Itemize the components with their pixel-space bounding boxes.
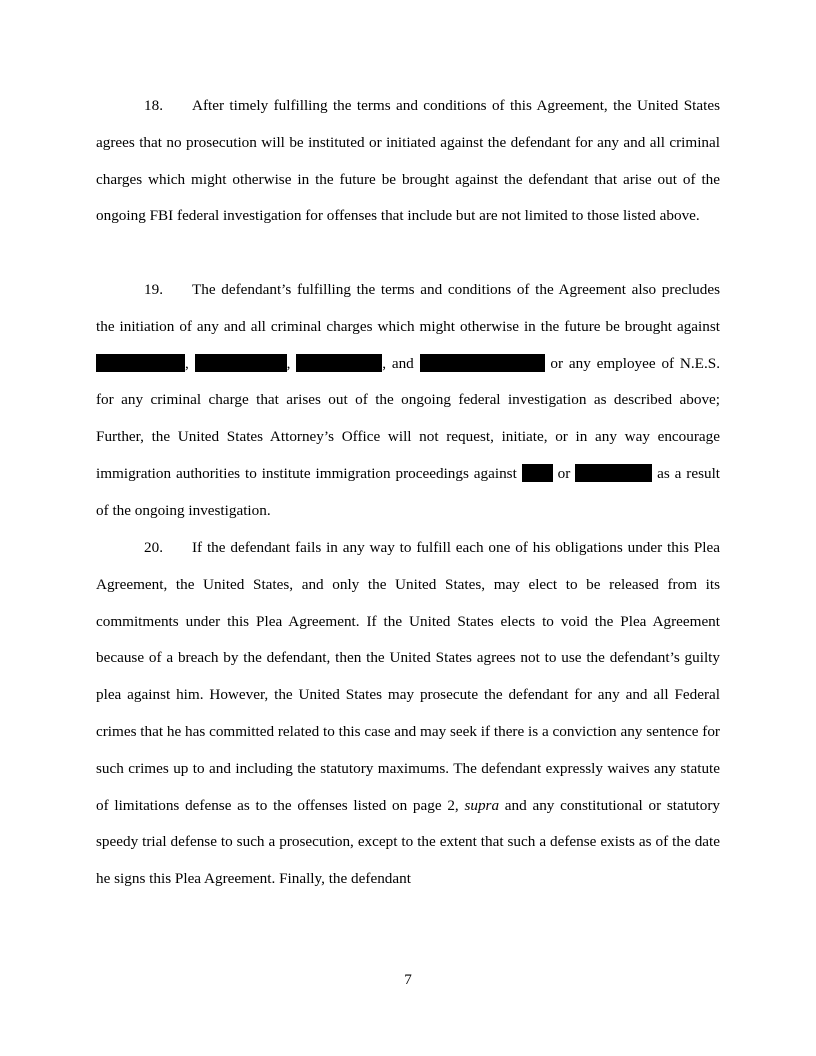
- paragraph-text: or any employee of N.E.S. for any criminal charge that arises out of the ongoing federal investigation as described above; Further, the United States Attorney’s Office will not request, initiate, or in any way encourage immigration authorities to institute immigration proceedings against: [96, 354, 720, 482]
- paragraph-text: and any constitutional or statutory speedy trial defense to such a prosecution, except to the extent that such a defense exists as of the date he signs this Plea Agreement. Finally, the defendant: [96, 796, 721, 888]
- separator-text: ,: [286, 354, 291, 372]
- italic-term: supra: [464, 796, 500, 814]
- paragraph-text: The defendant’s fulfilling the terms and conditions of the Agreement also precludes the initiation of any and all criminal charges which might otherwise in the future be brought against: [96, 281, 720, 335]
- separator-text: ,: [185, 354, 189, 372]
- redaction-box: [575, 464, 652, 482]
- redaction-box: [195, 354, 287, 372]
- redaction-box: [522, 464, 553, 482]
- paragraph-20: [96, 530, 720, 898]
- paragraph-18: [96, 88, 720, 235]
- paragraph-19: [96, 272, 720, 530]
- redaction-box: [296, 354, 382, 372]
- separator-text: , and: [382, 354, 414, 372]
- redaction-box: [96, 354, 185, 372]
- page-number: 7: [404, 971, 412, 988]
- redaction-box: [420, 354, 545, 372]
- paragraph-number: 18.: [144, 97, 163, 114]
- paragraph-text: If the defendant fails in any way to fulfill each one of his obligations under this Plea Agreement, the United States, and only the United States, may elect to be released from its commitments under this Plea Agreement. If the United States elects to void the Plea Agreement because of a breach by the defendant, then the United States agrees not to use the defendant’s guilty plea against him. However, the United States may prosecute the defendant for any and all Federal crimes that he has committed related to this case and may seek if there is a conviction any sentence for such crimes up to and including the statutory maximums. The defendant expressly waives any statute of limitations defense as to the offenses listed on page 2,: [96, 539, 720, 814]
- separator-text: or: [557, 464, 571, 482]
- paragraph-number: 20.: [144, 539, 163, 556]
- paragraph-number: 19.: [144, 281, 163, 298]
- paragraph-text: as a result of the ongoing investigation.: [96, 464, 721, 519]
- paragraph-text: After timely fulfilling the terms and conditions of this Agreement, the United States agrees that no prosecution will be instituted or initiated against the defendant for any and all criminal charges which might otherwise in the future be brought against the defendant that arise out of the ongoing FBI federal investigation for offenses that include but are not limited to those listed above.: [96, 97, 720, 225]
